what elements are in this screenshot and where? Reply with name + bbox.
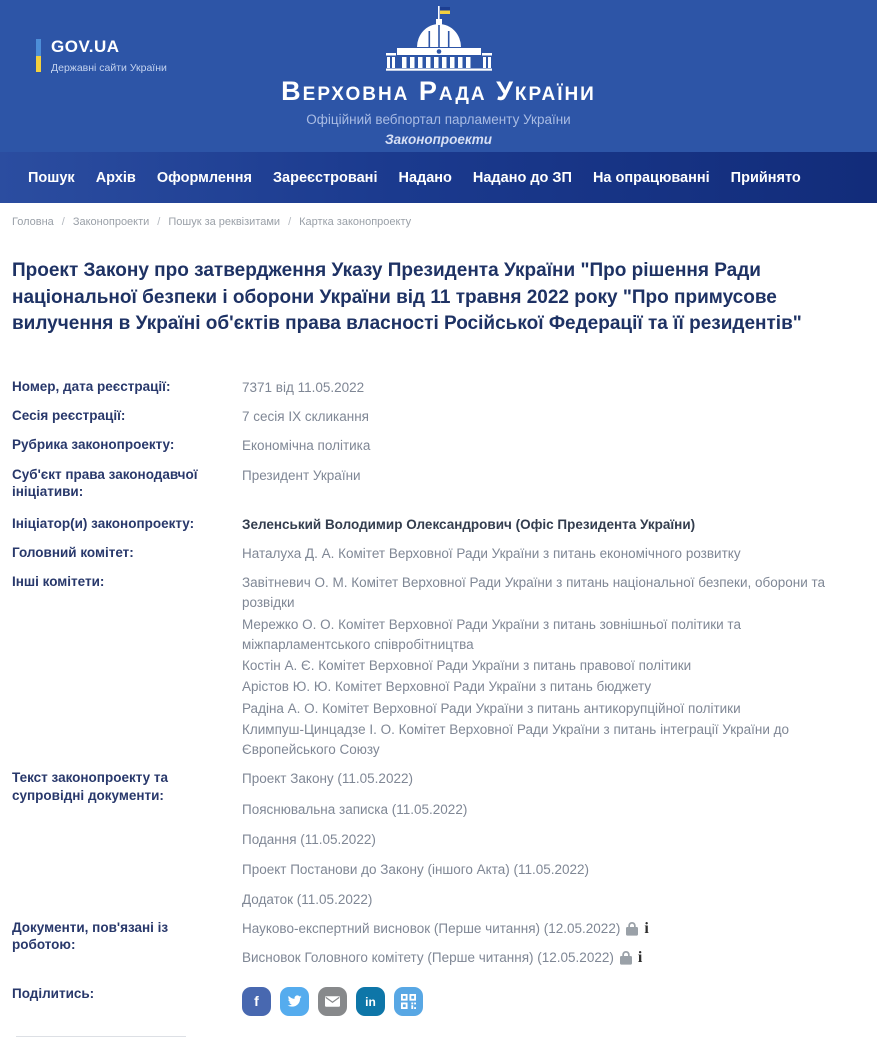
detail-label: Документи, пов'язані із роботою: [12, 919, 169, 953]
ukraine-flag-bar-icon [36, 39, 41, 72]
main-nav [0, 152, 877, 203]
detail-value: Президент України [242, 467, 361, 483]
detail-value: 7371 від 11.05.2022 [242, 379, 365, 395]
document-link[interactable]: Пояснювальна записка (11.05.2022) [242, 801, 468, 817]
facebook-icon: f [254, 993, 259, 1010]
row-rubric [12, 432, 865, 461]
share-facebook-button[interactable] [242, 987, 271, 1016]
detail-label: Суб'єкт права законодавчої ініціативи: [12, 466, 198, 500]
document-link[interactable]: Проект Закону (11.05.2022) [242, 771, 413, 787]
committee-item: Арістов Ю. Ю. Комітет Верховної Ради України з питань бюджету [242, 679, 652, 695]
nav-item-registered[interactable]: Зареєстровані [272, 169, 378, 186]
row-main-committee [12, 540, 865, 569]
breadcrumb-bills[interactable]: Законопроекти [72, 216, 150, 228]
document-link[interactable]: Науково-експертний висновок (Перше читання) (12.05.2022) [242, 920, 621, 936]
breadcrumb-search-by-requisites[interactable]: Пошук за реквізитами [168, 216, 281, 228]
detail-label: Сесія реєстрації: [12, 408, 126, 424]
nav-item-submitted[interactable]: Надано [398, 169, 452, 186]
detail-label: Головний комітет: [12, 544, 134, 560]
committee-item: Мережко О. О. Комітет Верховної Ради України з питань зовнішньої політики та міжпарламентського співробітництва [242, 616, 741, 652]
detail-label: Текст законопроекту та супровідні документи: [12, 770, 169, 803]
bill-details [12, 374, 865, 1038]
share-buttons [242, 985, 865, 1016]
page-title: Проект Закону про затвердження Указу Президента України "Про рішення Ради національної безпеки і оборони України від 11 травня 2022 року "Про примусове вилучення в Україні об'єктів права власності Російської Федерації та її резидентів" [12, 260, 802, 335]
detail-value: Наталуха Д. А. Комітет Верховної Ради України з питань економічного розвитку [242, 545, 741, 561]
document-link[interactable]: Висновок Головного комітету (Перше читання) (12.05.2022) [242, 949, 614, 965]
committee-item: Климпуш-Цинцадзе І. О. Комітет Верховної Ради України з питань інтеграції України до Європейського Союзу [242, 721, 790, 758]
detail-label: Поділитись: [12, 986, 95, 1002]
committee-item: Радіна А. О. Комітет Верховної Ради України з питань антикорупційної політики [242, 700, 741, 716]
committee-item: Завітневич О. М. Комітет Верховної Ради України з питань національної безпеки, оборони та розвідки [242, 575, 826, 611]
bill-card [0, 258, 877, 1038]
breadcrumb [0, 203, 877, 228]
lock-icon [620, 951, 632, 965]
document-link[interactable]: Проект Постанови до Закону (іншого Акта) (11.05.2022) [242, 862, 590, 878]
breadcrumb-home[interactable]: Головна [12, 216, 54, 228]
twitter-icon [287, 995, 302, 1008]
share-qr-button[interactable] [394, 987, 423, 1016]
nav-item-design[interactable]: Оформлення [156, 169, 252, 186]
govua-title: GOV.UA [51, 37, 120, 56]
detail-label: Ініціатор(и) законопроекту: [12, 515, 195, 531]
govua-logo[interactable] [36, 37, 167, 74]
row-initiative-subject [12, 462, 865, 505]
breadcrumb-separator: / [288, 216, 292, 228]
initiator-name: Зеленський Володимир Олександрович (Офіс Президента України) [242, 516, 696, 532]
document-link[interactable]: Подання (11.05.2022) [242, 831, 376, 847]
row-other-committees [12, 569, 865, 765]
share-linkedin-button[interactable] [356, 987, 385, 1016]
portal-subtitle: Офіційний вебпортал парламенту України [306, 112, 571, 127]
row-registration-session [12, 403, 865, 432]
parliament-building-icon [386, 6, 492, 72]
breadcrumb-current: Картка законопроекту [299, 216, 412, 228]
document-link[interactable]: Додаток (11.05.2022) [242, 892, 373, 908]
detail-label: Номер, дата реєстрації: [12, 378, 171, 394]
linkedin-icon: in [365, 994, 376, 1009]
nav-item-in-progress[interactable]: На опрацюванні [592, 169, 710, 186]
portal-section-label: Законопроекти [384, 132, 492, 147]
breadcrumb-separator: / [61, 216, 65, 228]
qr-code-icon [401, 994, 416, 1009]
row-share [12, 981, 865, 1020]
related-document-line [242, 948, 865, 968]
row-related-documents [12, 915, 865, 982]
nav-item-adopted[interactable]: Прийнято [730, 169, 801, 186]
govua-subtitle: Державні сайти України [51, 62, 167, 74]
nav-item-archive[interactable]: Архів [95, 169, 136, 186]
detail-label: Рубрика законопроекту: [12, 437, 175, 453]
site-title: Верховна Рада України [281, 76, 596, 106]
info-icon[interactable]: i [637, 949, 643, 966]
breadcrumb-separator: / [157, 216, 161, 228]
row-registration-number [12, 374, 865, 403]
info-icon[interactable]: i [644, 919, 649, 937]
detail-value: Економічна політика [242, 438, 371, 454]
detail-value: 7 сесія IX скликання [242, 409, 369, 425]
detail-label: Інші комітети: [12, 574, 105, 590]
lock-icon [626, 922, 638, 936]
nav-item-submitted-to-zp[interactable]: Надано до ЗП [472, 169, 572, 186]
row-initiators [12, 511, 865, 540]
related-document-line [242, 919, 865, 939]
nav-item-search[interactable]: Пошук [28, 169, 75, 186]
share-twitter-button[interactable] [280, 987, 309, 1016]
envelope-icon [325, 996, 340, 1007]
site-header [0, 0, 877, 152]
share-email-button[interactable] [318, 987, 347, 1016]
row-bill-documents [12, 765, 865, 914]
committee-item: Костін А. Є. Комітет Верховної Ради України з питань правової політики [242, 658, 692, 674]
